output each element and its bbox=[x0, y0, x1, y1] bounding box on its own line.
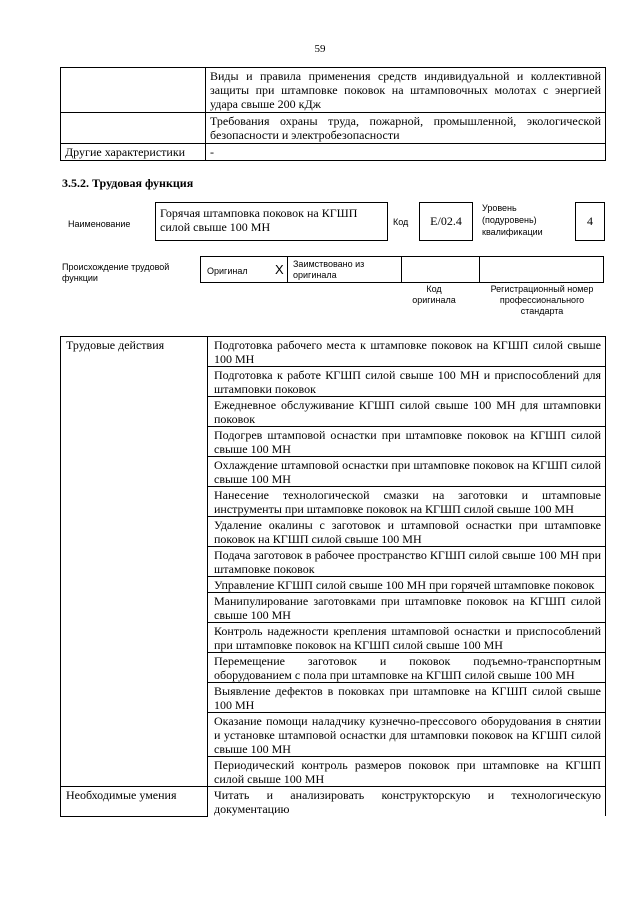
original-mark: X bbox=[275, 262, 284, 277]
table-row bbox=[61, 113, 606, 144]
original-label: Оригинал bbox=[207, 266, 248, 276]
divider bbox=[401, 257, 402, 282]
list-item: Подогрев штамповой оснастки при штамповке поковок на КГШП силой свыше 100 МН bbox=[208, 427, 606, 457]
table-row bbox=[61, 144, 606, 161]
name-label: Наименование bbox=[68, 219, 131, 229]
list-item: Нанесение технологической смазки на заготовки и штамповые инструменты при штамповке поковок на КГШП силой свыше 100 МН bbox=[208, 487, 606, 517]
origin-box bbox=[200, 256, 604, 283]
page-number: 59 bbox=[314, 43, 326, 55]
divider bbox=[287, 257, 288, 282]
section-title: 3.5.2. Трудовая функция bbox=[62, 176, 194, 190]
list-item: Подготовка к работе КГШП силой свыше 100 МН и приспособлений для штамповки поковок bbox=[208, 367, 606, 397]
code-caption: Код оригинала bbox=[412, 284, 456, 305]
level-label: Уровень (подуровень) квалификации bbox=[482, 203, 543, 237]
row-text: Виды и правила применения средств индивидуальной и коллективной защиты при штамповке поковок на штамповочных молотах с энергией удара свыше 200 кДж bbox=[206, 68, 606, 113]
list-item: Контроль надежности крепления штамповой оснастки и приспособлений при штамповке поковок на КГШП силой свыше 100 МН bbox=[208, 623, 606, 653]
list-item: Удаление окалины с заготовок и штамповой оснастки при штамповке поковок на КГШП силой свыше 100 МН bbox=[208, 517, 606, 547]
row-label: Другие характеристики bbox=[61, 144, 206, 161]
list-item: Перемещение заготовок и поковок подъемно-транспортным оборудованием с пола при штамповке на КГШП силой свыше 100 МН bbox=[208, 653, 606, 683]
list-item: Читать и анализировать конструкторскую и технологическую документацию bbox=[208, 787, 606, 817]
list-item: Охлаждение штамповой оснастки при штамповке поковок на КГШП силой свыше 100 МН bbox=[208, 457, 606, 487]
list-item: Подача заготовок в рабочее пространство КГШП силой свыше 100 МН при штамповке поковок bbox=[208, 547, 606, 577]
origin-label: Происхождение трудовой функции bbox=[62, 262, 170, 283]
row-label bbox=[61, 68, 206, 113]
table-row bbox=[61, 787, 606, 817]
list-item: Периодический контроль размеров поковок при штамповке на КГШП силой свыше 100 МН bbox=[208, 757, 606, 787]
labor-actions-label: Трудовые действия bbox=[61, 337, 208, 787]
code-label: Код bbox=[393, 217, 409, 227]
top-table bbox=[60, 67, 606, 161]
table-row bbox=[61, 68, 606, 113]
function-name: Горячая штамповка поковок на КГШП силой свыше 100 МН bbox=[160, 206, 358, 234]
borrowed-label: Заимствовано из оригинала bbox=[293, 259, 365, 280]
function-name-box bbox=[155, 202, 388, 241]
reg-caption: Регистрационный номер профессионального стандарта bbox=[490, 284, 594, 316]
list-item: Оказание помощи наладчику кузнечно-прессового оборудования в снятии и установке штамповой оснастки для штамповки поковок на КГШП силой свыше 100 МН bbox=[208, 713, 606, 757]
row-label bbox=[61, 113, 206, 144]
list-item: Управление КГШП силой свыше 100 МН при горячей штамповке поковок bbox=[208, 577, 606, 593]
divider bbox=[479, 257, 480, 282]
list-item: Подготовка рабочего места к штамповке поковок на КГШП силой свыше 100 МН bbox=[208, 337, 606, 367]
row-text: - bbox=[206, 144, 606, 161]
skills-label: Необходимые умения bbox=[61, 787, 208, 817]
table-row bbox=[61, 337, 606, 367]
labor-table bbox=[60, 336, 606, 817]
list-item: Выявление дефектов в поковках при штамповке на КГШП силой свыше 100 МН bbox=[208, 683, 606, 713]
list-item: Манипулирование заготовками при штамповке поковок на КГШП силой свыше 100 МН bbox=[208, 593, 606, 623]
row-text: Требования охраны труда, пожарной, промышленной, экологической безопасности и электробезопасности bbox=[206, 113, 606, 144]
level-value: 4 bbox=[575, 202, 605, 241]
list-item: Ежедневное обслуживание КГШП силой свыше 100 МН для штамповки поковок bbox=[208, 397, 606, 427]
function-code: E/02.4 bbox=[419, 202, 473, 241]
